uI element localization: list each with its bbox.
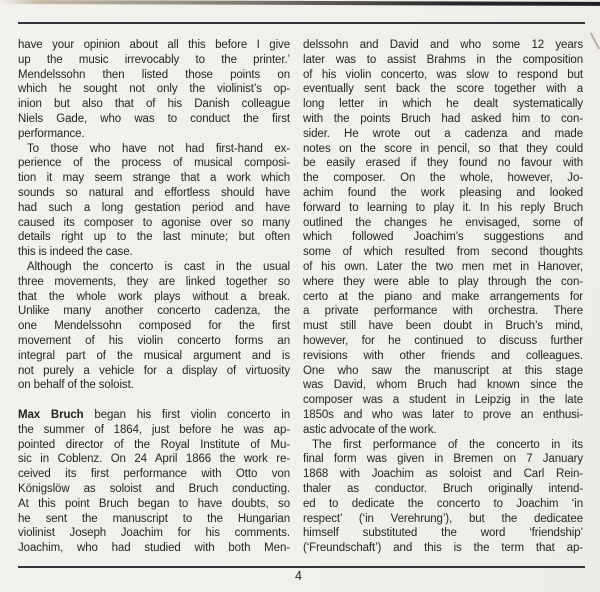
paragraph — [18, 38, 290, 142]
text-line: with the points Bruch had asked him to con- — [303, 112, 583, 125]
text-line: Unlike many another concerto cadenza, the — [18, 305, 290, 318]
text-line: himself substituted the word ‘friendship’ — [303, 527, 583, 540]
text-line: revisions with other friends and colleagues. — [303, 349, 583, 362]
text-line: long letter in which he dealt systematically — [303, 98, 583, 111]
text-line: perience of the process of musical composi- — [18, 157, 290, 170]
text-line: have your opinion about all this before I give — [18, 39, 290, 51]
text-line: the composer. On the whole, however, Jo- — [303, 172, 583, 185]
text-line: had such a long gestation period and have — [18, 201, 290, 214]
text-line: astic advocate of the work. — [303, 423, 437, 436]
text-line: which he sought not only the violinist’s op- — [18, 83, 290, 96]
text-line: final form was given in Bremen on 7 January — [303, 453, 583, 466]
text-line: which followed Joachim’s suggestions and — [303, 231, 583, 244]
text-line: some of which resulted from second thoughts — [303, 246, 583, 259]
text-line: Mendelssohn then listed those points on — [18, 68, 290, 81]
scan-edge-top — [0, 0, 600, 6]
text-line: Königslöw as soloist and Bruch conducting. — [18, 482, 290, 495]
text-line: this is indeed the case. — [18, 246, 133, 259]
text-line: where they were able to play through the con- — [303, 275, 583, 288]
text-line: a private performance with orchestra. There — [303, 305, 583, 318]
text-line: one Mendelssohn composed for the first — [18, 320, 290, 333]
text-line: the summer of 1864, just before he was ap- — [18, 423, 290, 436]
text-line: respect’ (‘in Verehrung’), but the dedicatee — [303, 512, 583, 525]
bold-lead-in: Max Bruch — [18, 408, 84, 421]
text-column-right — [303, 38, 583, 556]
text-line: on behalf of the soloist. — [18, 379, 134, 392]
text-line: up the music irrevocably to the printer.’ — [18, 53, 290, 66]
text-line: One who saw the manuscript at this stage — [303, 364, 583, 377]
text-line: Niels Gade, who was to conduct the first — [18, 112, 290, 125]
text-line: Although the concerto is cast in the usual — [27, 260, 290, 273]
paragraph — [18, 408, 290, 556]
text-line: ceived its first performance with Otto von — [18, 468, 290, 481]
text-line: Max Bruch began his first violin concerto in — [18, 408, 290, 421]
text-line: violinist Joseph Joachim for his comments. — [18, 527, 290, 540]
text-line: be easily erased if they found no favour with — [303, 157, 583, 170]
scan-corner-mark — [590, 33, 600, 50]
text-line: three movements, they are linked together so — [18, 275, 290, 288]
text-line: inion but also that of his Danish colleague — [18, 98, 290, 111]
text-line: sounds so natural and effortless should have — [18, 186, 290, 199]
text-line: notes on the score in pencil, so that they could — [303, 142, 583, 155]
text-line: that the whole work plays without a break. — [18, 290, 290, 303]
text-line: later was to assist Brahms in the composition — [303, 53, 583, 66]
text-line: movement of his violin concerto forms an — [18, 334, 290, 347]
paragraph — [18, 260, 290, 393]
paragraph — [303, 438, 583, 556]
text-line: thaler as conductor. Bruch originally intend- — [303, 482, 583, 495]
text-line: integral part of the musical argument and is — [18, 349, 290, 362]
text-line: of his violin concerto, was slow to respond but — [303, 68, 583, 81]
page-number: 4 — [295, 569, 302, 583]
text-line: achim found the work pleasing and looked — [303, 186, 583, 199]
text-line: was David, whom Bruch had known since the — [303, 379, 583, 392]
text-line: composer was a student in Leipzig in the late — [303, 394, 583, 407]
text-line: sic in Coblenz. On 24 April 1866 the work re- — [18, 453, 290, 466]
text-line: pointed director of the Royal Institute of Mu- — [18, 438, 290, 451]
text-line: (‘Freundschaft’) and this is the term that ap- — [303, 542, 583, 555]
text-line: must still have been doubt in Bruch’s mind, — [303, 320, 583, 333]
text-line: The first performance of the concerto in its — [312, 438, 583, 451]
paragraph — [18, 142, 290, 260]
text-line: eventually sent back the score together with a — [303, 83, 583, 96]
text-line: however, for he continued to discuss further — [303, 334, 583, 347]
paragraph — [303, 38, 583, 438]
text-columns — [18, 38, 583, 556]
text-line: At this point Bruch began to have doubts, so — [18, 497, 290, 510]
text-line: forward to learning to play it. In his reply Bruch — [303, 201, 583, 214]
text-line: details right up to the last minute; but often — [18, 231, 290, 244]
text-line: certo at the piano and make arrangements for — [303, 290, 583, 303]
text-line: delssohn and David and who some 12 years — [303, 39, 583, 51]
top-rule — [18, 22, 585, 24]
text-line: tion it may seem strange that a work which — [18, 172, 290, 185]
text-line: ed to dedicate the concerto to Joachim ‘in — [303, 497, 583, 510]
text-line: To those who have not had first-hand ex- — [27, 142, 290, 155]
text-line: he sent the manuscript to the Hungarian — [18, 512, 290, 525]
text-line: not purely a vehicle for a display of virtuosity — [18, 364, 290, 377]
text-line: 1850s and who was later to prove an enthusi- — [303, 408, 583, 421]
text-column-left — [18, 38, 290, 556]
bottom-rule — [18, 566, 585, 568]
text-line: 1868 with Joachim as soloist and Carl Rein- — [303, 468, 583, 481]
text-line: sider. He wrote out a cadenza and made — [303, 127, 583, 140]
text-line: outlined the changes he envisaged, some of — [303, 216, 583, 229]
text-line: Joachim, who had studied with both Men- — [18, 542, 290, 555]
text-line: caused its composer to agonise over so many — [18, 216, 290, 229]
text-line: of his own. Later the two men met in Hanover, — [303, 260, 583, 273]
text-line: performance. — [18, 127, 85, 140]
